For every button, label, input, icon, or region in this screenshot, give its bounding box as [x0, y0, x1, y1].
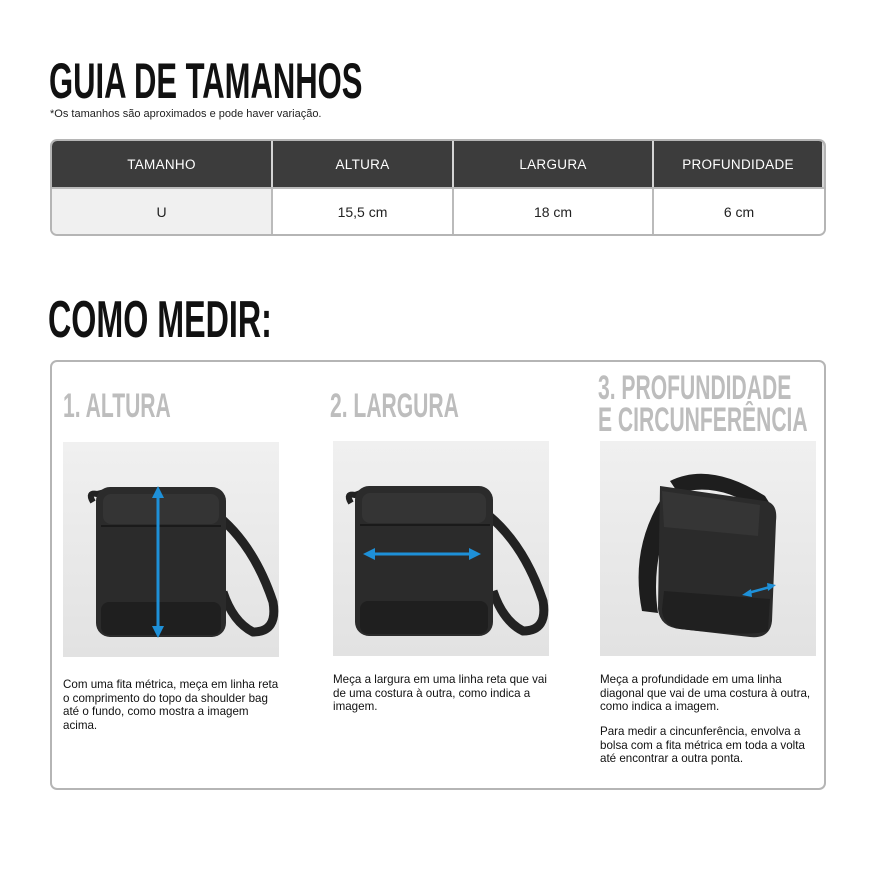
table-header-depth: PROFUNDIDADE [654, 141, 824, 187]
table-cell-depth: 6 cm [654, 187, 824, 234]
bag-depth-photo [600, 441, 816, 656]
table-cell-width: 18 cm [454, 187, 654, 234]
how-to-measure-panel [50, 360, 826, 790]
size-table [50, 139, 826, 236]
bag-front-image [63, 442, 279, 657]
bag-front-image [333, 441, 549, 656]
step-3-title-line2: E CIRCUNFERÊNCIA [598, 401, 808, 439]
step-3-title-line1: 3. PROFUNDIDADE [598, 369, 792, 407]
table-cell-height: 15,5 cm [273, 187, 454, 234]
step-2-description: Meça a largura em uma linha reta que vai de uma costura à outra, como indica a imagem. [333, 673, 547, 714]
step-1-title: 1. ALTURA [63, 387, 171, 425]
size-note: *Os tamanhos são aproximados e pode haver variação. [50, 108, 322, 120]
step-3-description: Meça a profundidade em uma linha diagonal que vai de uma costura à outra, como indica a imagem. [600, 673, 811, 714]
bag-width-photo [333, 441, 549, 656]
section-title: COMO MEDIR: [48, 291, 272, 349]
step-2-title: 2. LARGURA [330, 387, 459, 425]
table-header-height: ALTURA [273, 141, 454, 187]
bag-side-image [600, 441, 816, 656]
page-title: GUIA DE TAMANHOS [49, 53, 363, 109]
table-header-width: LARGURA [454, 141, 654, 187]
step-3-description-circumference: Para medir a cincunferência, envolva a bolsa com a fita métrica em toda a volta até encontrar a outra ponta. [600, 725, 805, 766]
table-header-size: TAMANHO [52, 141, 273, 187]
step-1-description: Com uma fita métrica, meça em linha reta o comprimento do topo da shoulder bag até o fundo, como mostra a imagem acima. [63, 678, 279, 732]
bag-height-photo [63, 442, 279, 657]
table-cell-size: U [52, 187, 273, 234]
